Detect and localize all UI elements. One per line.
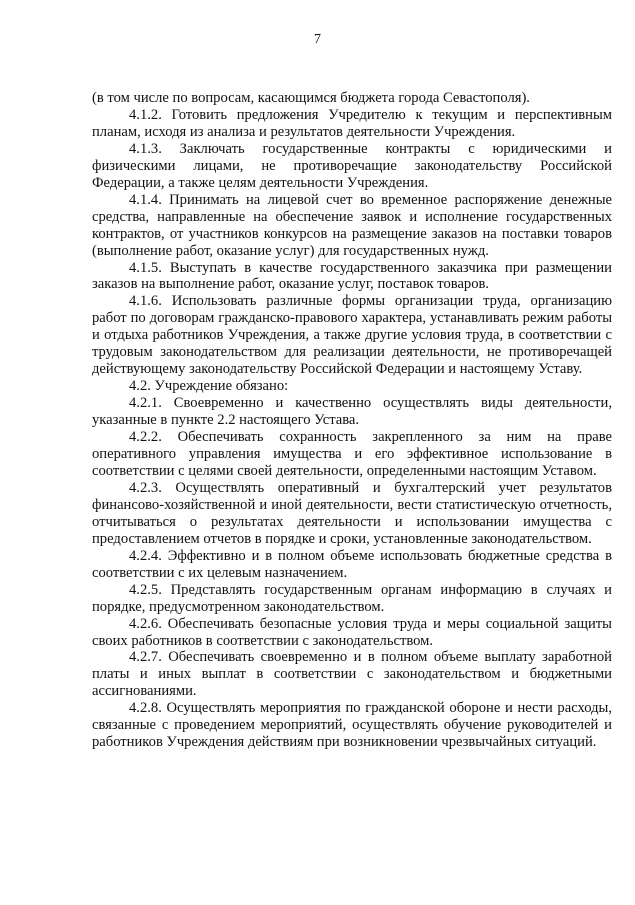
paragraph-4-1-3: 4.1.3. Заключать государственные контракты с юридическими и физическими лицами, не противоречащие законодательству Российской Федерации, а также целям деятельности Учреждения. — [92, 140, 612, 191]
paragraph-4-2-8: 4.2.8. Осуществлять мероприятия по гражданской обороне и нести расходы, связанные с проведением мероприятий, осуществлять обучение руководителей и работников Учреждения действиям при возникновении чрезвычайных ситуаций. — [92, 700, 612, 751]
document-body — [92, 90, 612, 751]
paragraph-4-2-3: 4.2.3. Осуществлять оперативный и бухгалтерский учет результатов финансово-хозяйственной и иной деятельности, вести статистическую отчетность, отчитываться о результатах деятельности и использовании имущества с предоставлением отчетов в порядке и сроки, установленные законодательством. — [92, 479, 612, 547]
paragraph-4-2: 4.2. Учреждение обязано: — [129, 378, 289, 395]
paragraph-4-1-6: 4.1.6. Использовать различные формы организации труда, организацию работ по договорам гражданско-правового характера, устанавливать режим работы и отдыха работников Учреждения, а также другие условия труда, в соответствии с трудовым законодательством для реализации деятельности, не противоречащей действующему законодательству Российской Федерации и настоящему Уставу. — [92, 293, 612, 378]
paragraph-4-2-4: 4.2.4. Эффективно и в полном объеме использовать бюджетные средства в соответствии с их целевым назначением. — [92, 547, 612, 581]
paragraph-4-2-2: 4.2.2. Обеспечивать сохранность закрепленного за ним на праве оперативного управления имущества и его эффективное использование в соответствии с целями своей деятельности, определенными настоящим Уставом. — [92, 429, 612, 479]
paragraph-4-2-1: 4.2.1. Своевременно и качественно осуществлять виды деятельности, указанные в пункте 2.2 настоящего Устава. — [92, 395, 612, 429]
paragraph-4-2-7: 4.2.7. Обеспечивать своевременно и в полном объеме выплату заработной платы и иных выплат в соответствии с законодательством и бюджетными ассигнованиями. — [92, 649, 612, 700]
page-number: 7 — [314, 32, 321, 47]
paragraph-4-1-4: 4.1.4. Принимать на лицевой счет во временное распоряжение денежные средства, направленные на обеспечение заявок и исполнение государственных контрактов, от участников конкурсов на размещение заказов на поставки товаров (выполнение работ, оказание услуг) для государственных нужд. — [92, 191, 612, 259]
paragraph-4-1-2: 4.1.2. Готовить предложения Учредителю к текущим и перспективным планам, исходя из анализа и результатов деятельности Учреждения. — [92, 106, 612, 140]
paragraph-4-2-6: 4.2.6. Обеспечивать безопасные условия труда и меры социальной защиты своих работников в соответствии с законодательством. — [92, 615, 612, 649]
paragraph-continuation: (в том числе по вопросам, касающимся бюджета города Севастополя). — [92, 90, 530, 106]
paragraph-4-1-5: 4.1.5. Выступать в качестве государственного заказчика при размещении заказов на выполнение работ, оказание услуг, поставок товаров. — [92, 259, 612, 293]
paragraph-4-2-5: 4.2.5. Представлять государственным органам информацию в случаях и порядке, предусмотренном законодательством. — [92, 581, 612, 615]
